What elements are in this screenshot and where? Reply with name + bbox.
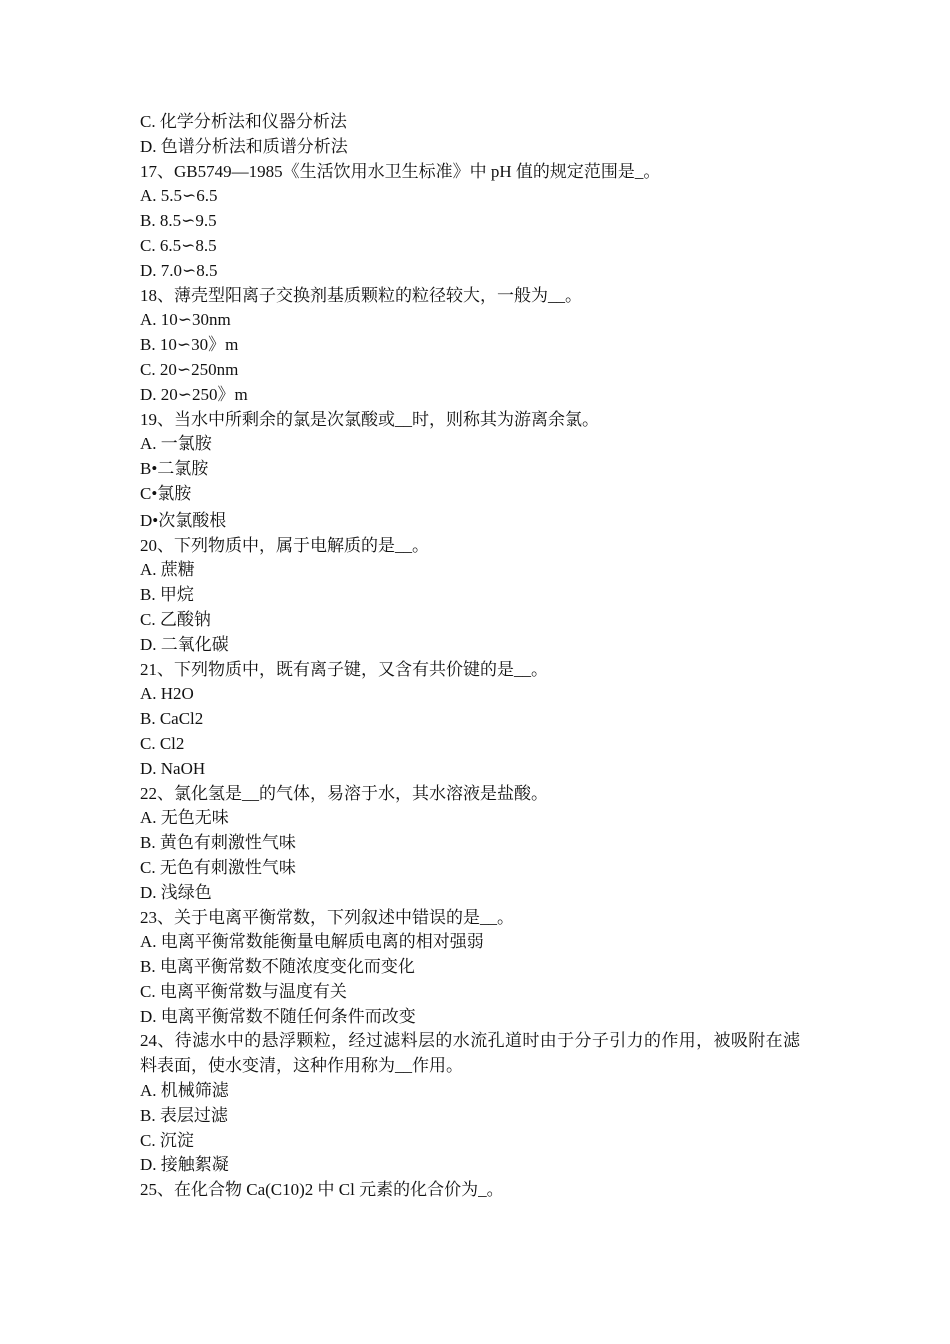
option-c: C. 6.5∽8.5: [140, 235, 217, 255]
option-d: D. 20∽250》m: [140, 384, 248, 404]
option-d: D. NaOH: [140, 758, 206, 778]
question-19: 19、当水中所剩余的氯是次氯酸或__时，则称其为游离余氯。: [140, 409, 599, 429]
option-a: A. H2O: [140, 684, 194, 704]
option-a: A. 电离平衡常数能衡量电解质电离的相对强弱: [140, 932, 484, 952]
option-d: D. 色谱分析法和质谱分析法: [140, 136, 348, 156]
option-c: C. Cl2: [140, 733, 185, 753]
option-d: D. 接触絮凝: [140, 1155, 229, 1175]
option-b: B•二氯胺: [140, 459, 209, 479]
option-b: B. 甲烷: [140, 585, 194, 605]
option-c: C. 无色有刺激性气味: [140, 857, 296, 877]
option-a: A. 10∽30nm: [140, 310, 231, 330]
option-c: C•氯胺: [140, 483, 192, 503]
option-a: A. 蔗糖: [140, 560, 195, 580]
option-c: C. 20∽250nm: [140, 359, 239, 379]
question-18: 18、薄壳型阳离子交换剂基质颗粒的粒径较大，一般为__。: [140, 285, 582, 305]
option-a: A. 无色无味: [140, 808, 229, 828]
option-c: C. 化学分析法和仪器分析法: [140, 112, 347, 131]
document-page: [140, 110, 800, 1203]
question-21: 21、下列物质中，既有离子键，又含有共价键的是__。: [140, 659, 548, 679]
option-b: B. 电离平衡常数不随浓度变化而变化: [140, 957, 415, 977]
option-a: A. 5.5∽6.5: [140, 186, 218, 206]
option-c: C. 乙酸钠: [140, 609, 211, 629]
question-23: 23、关于电离平衡常数，下列叙述中错误的是__。: [140, 907, 514, 927]
option-d: D. 电离平衡常数不随任何条件而改变: [140, 1006, 416, 1026]
question-20: 20、下列物质中，属于电解质的是__。: [140, 535, 429, 555]
option-a: A. 机械筛滤: [140, 1081, 229, 1101]
question-22: 22、氯化氢是__的气体，易溶于水，其水溶液是盐酸。: [140, 783, 548, 803]
option-b: B. 黄色有刺激性气味: [140, 833, 296, 853]
question-17: 17、GB5749—1985《生活饮用水卫生标准》中 pH 值的规定范围是_。: [140, 161, 661, 181]
question-24: 24、待滤水中的悬浮颗粒，经过滤料层的水流孔道时由于分子引力的作用，被吸附在滤料表面，使水变清，这种作用称为__作用。: [140, 1031, 800, 1076]
option-b: B. 8.5∽9.5: [140, 211, 217, 231]
option-c: C. 沉淀: [140, 1130, 194, 1150]
option-b: B. CaCl2: [140, 709, 204, 729]
option-d: D•次氯酸根: [140, 510, 227, 530]
option-a: A. 一氯胺: [140, 434, 212, 454]
option-d: D. 二氧化碳: [140, 634, 229, 654]
option-d: D. 7.0∽8.5: [140, 260, 218, 280]
option-b: B. 表层过滤: [140, 1105, 228, 1125]
option-d: D. 浅绿色: [140, 882, 212, 902]
option-b: B. 10∽30》m: [140, 335, 239, 355]
question-25: 25、在化合物 Ca(C10)2 中 Cl 元素的化合价为_。: [140, 1180, 504, 1200]
option-c: C. 电离平衡常数与温度有关: [140, 981, 347, 1001]
